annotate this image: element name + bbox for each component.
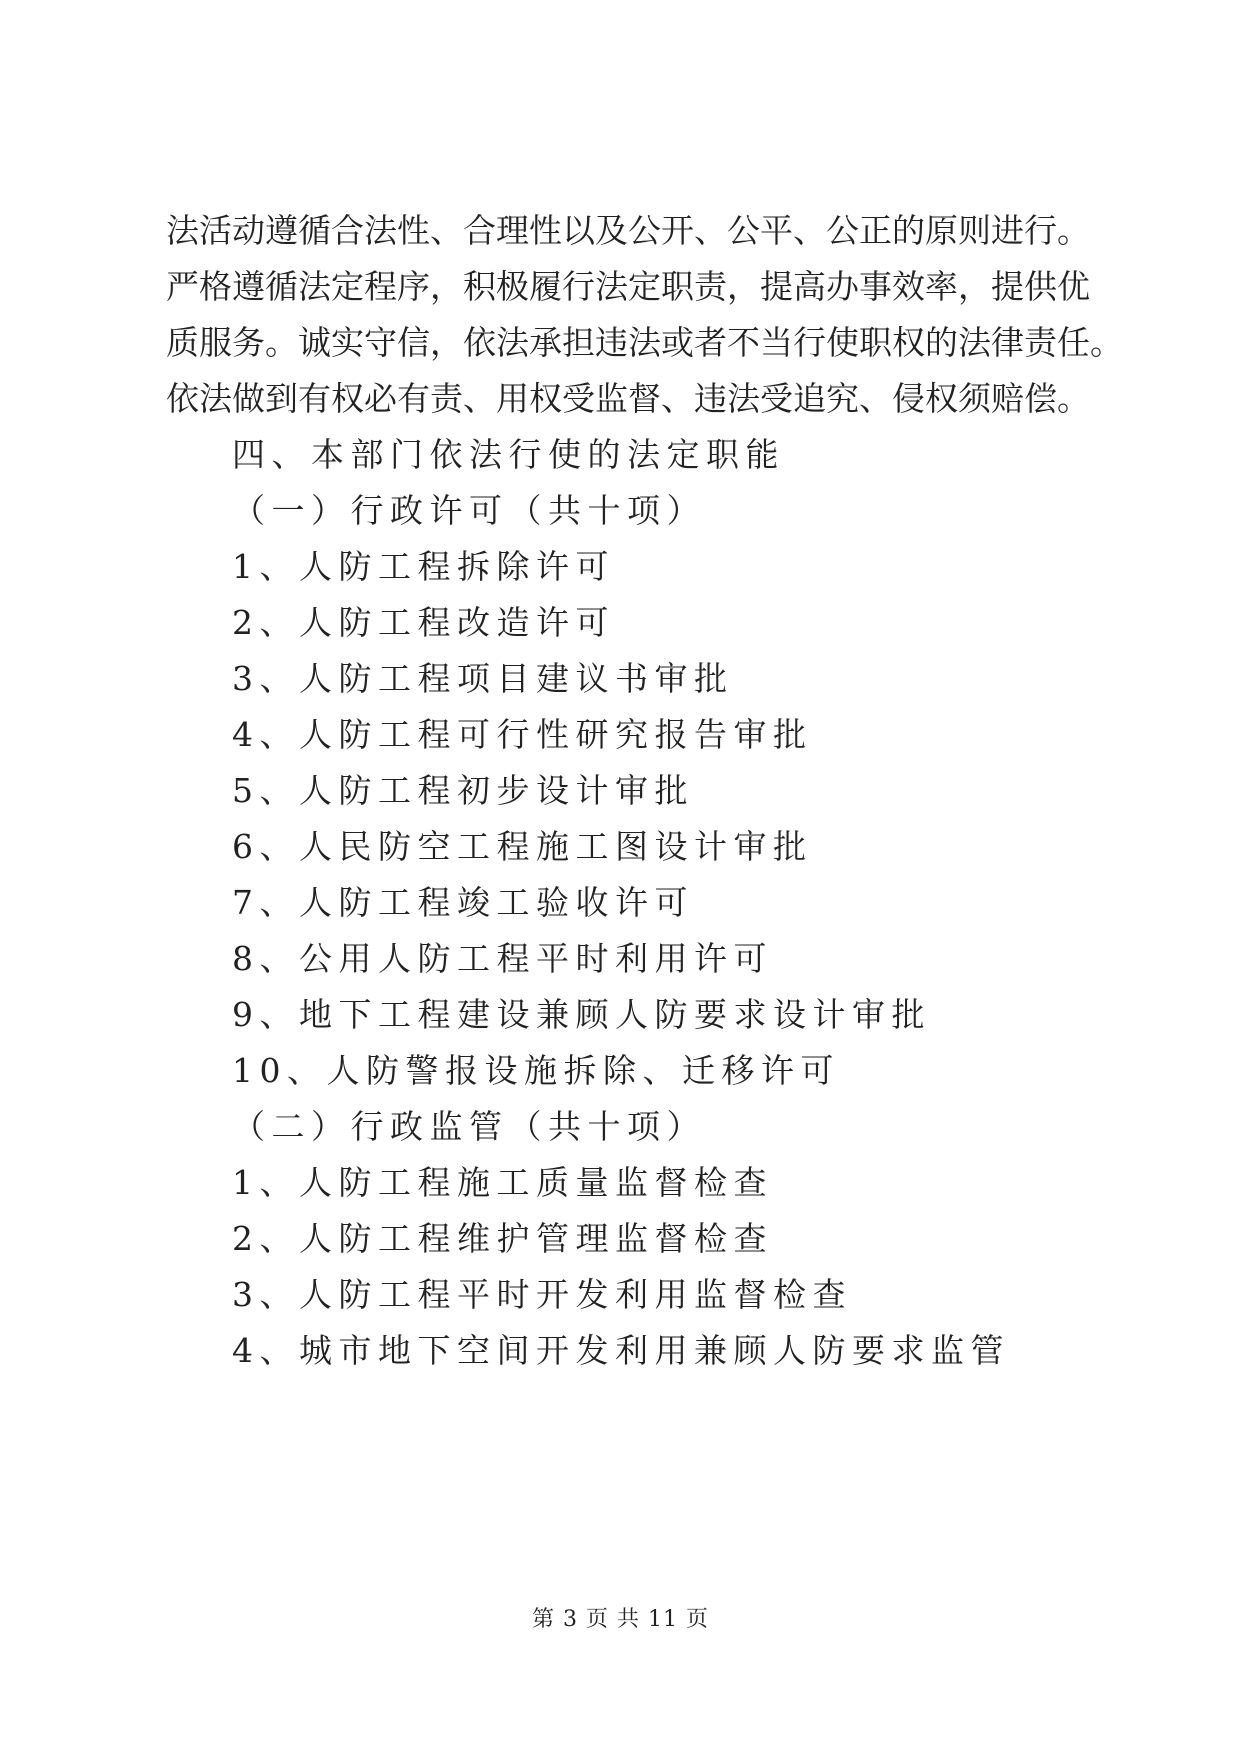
list-item: 7、人防工程竣工验收许可 [232, 883, 694, 922]
list-item: 2、人防工程维护管理监督检查 [232, 1219, 773, 1258]
list-item: 5、人防工程初步设计审批 [232, 771, 694, 810]
list-item: 6、人民防空工程施工图设计审批 [232, 827, 813, 866]
paragraph-line: 严格遵循法定程序，积极履行法定职责，提高办事效率，提供优 [166, 267, 1090, 306]
list-item: 1、人防工程施工质量监督检查 [232, 1163, 773, 1202]
list-item: 8、公用人防工程平时利用许可 [232, 939, 773, 978]
list-item: 3、人防工程平时开发利用监督检查 [232, 1275, 852, 1314]
page-footer: 第 3 页 共 11 页 [532, 1607, 709, 1632]
subsection-heading-supervision: （二）行政监管（共十项） [232, 1107, 706, 1146]
paragraph-line: 法活动遵循合法性、合理性以及公开、公平、公正的原则进行。 [166, 211, 1090, 250]
section-heading: 四、本部门依法行使的法定职能 [232, 435, 785, 474]
list-item: 10、人防警报设施拆除、迁移许可 [232, 1051, 840, 1090]
list-item: 2、人防工程改造许可 [232, 603, 615, 642]
paragraph-line: 依法做到有权必有责、用权受监督、违法受追究、侵权须赔偿。 [166, 379, 1090, 418]
list-item: 1、人防工程拆除许可 [232, 547, 615, 586]
list-item: 4、城市地下空间开发利用兼顾人防要求监管 [232, 1331, 1010, 1370]
list-item: 9、地下工程建设兼顾人防要求设计审批 [232, 995, 931, 1034]
list-item: 4、人防工程可行性研究报告审批 [232, 715, 813, 754]
paragraph-line: 质服务。诚实守信，依法承担违法或者不当行使职权的法律责任。 [166, 323, 1123, 362]
list-item: 3、人防工程项目建议书审批 [232, 659, 734, 698]
subsection-heading-permits: （一）行政许可（共十项） [232, 491, 706, 530]
